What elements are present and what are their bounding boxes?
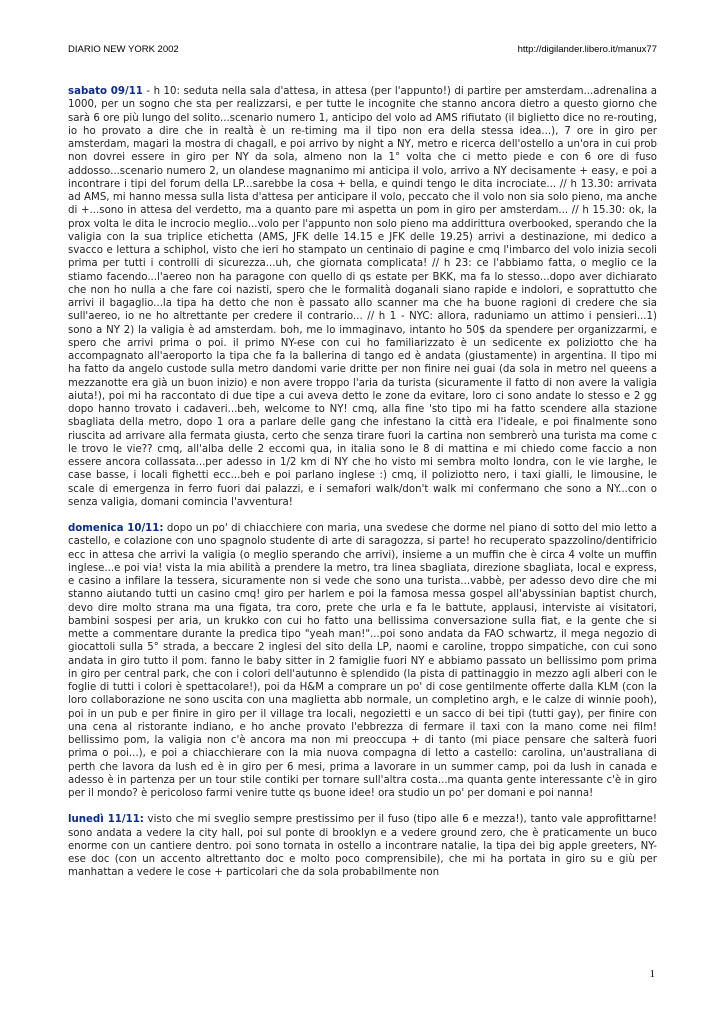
running-header-url: http://digilander.libero.it/manux77 [517,44,657,55]
entry-text: dopo un po' di chiacchiere con maria, una svedese che dorme nel piano di sotto del mio letto a castello, e colazione con uno spagnolo studente di arte di saragozza, si parte! ho recuperato spazzolino/dentifricio ecc in attesa che arrivi la valigia (o meglio sperando che arrivi), insieme a un muffin che è circa 4 volte un muffin inglese...e poi via! vista la mia abilità a prendere la metro, tra linea sbagliata, direzione sbagliata, local e express, e casino a infilare la tessera, sicuramente non si vede che sono una turista...vabbè, per adesso devo dire che mi stanno aiutando tutti un casino cmq! giro per harlem e poi la famosa messa gospel all'abyssinian baptist church, devo dire molto strana ma una figata, tra coro, prete che urla e fa le battute, applausi, interviste ai visitatori, bambini sospesi per aria, un krukko con cui ho fatto una bellissima conversazione sulla fiat, e la gente che si mette a commentare durante la predica tipo "yeah man!"...poi sono andata da FAO schwartz, il mega negozio di giocattoli sulla 5° strada, a beccare 2 inglesi del sito della LP, naomi e caroline, troppo simpatiche, con cui sono andata in giro tutto il pom. fanno le baby sitter in 2 famiglie fuori NY e abbiamo passato un bellissimo pom prima in giro per central park, che con i colori dell'autunno è splendido (la pista di pattinaggio in mezzo agli alberi con le foglie di tutti i colori è spettacolare!), poi da H&M a comprare un po' di cose gentilmente offerte dalla KLM (con la loro collaborazione ne sono uscita con una maglietta abb normale, un completino argh, e le calze di winnie pooh), poi in un pub e per finire in giro per il village tra locali, negozietti e un sacco di bei tipi (tutti gay), per finire con una cena al ristorante indiano, e ho anche provato l'ebbrezza di fermare il taxi con la mano come nei film! bellissimo pom, la valigia non c'è ancora ma non mi preoccupa + di tanto (mi piace pensare che salterà fuori prima o poi...), e poi a chiacchierare con la mia nuova compagna di letto a castello: carolina, un'australiana di perth che lavora da lush ed è in giro per 6 mesi, prima a lavorare in un summer camp, poi da lush in canada e adesso è in partenza per un tour stile contiki per tornare sull'altra costa...ma quanta gente interessante c'è in giro per il mondo? è pericoloso farmi venire tutte qs buone idee! ora studio un po' per domani e poi nanna! [68,523,657,799]
entry-day-heading: lunedì 11/11: [68,814,144,826]
diary-entry-saturday [68,85,657,509]
page-number: 1 [649,968,655,980]
entry-day-heading: domenica 10/11: [68,523,164,534]
diary-entry-monday [68,813,657,879]
entry-text: visto che mi sveglio sempre prestissimo per il fuso (tipo alle 6 e mezza!), tanto vale approfittarne! sono andata a vedere la city hall, poi sul ponte di brooklyn e a vedere ground zero, che è praticamente un buco enorme con un cantiere dentro. poi sono tornata in ostello a incontrare natalie, la tipa dei big apple greeters, NY-ese doc (con un accento altrettanto doc e molto poco comprensibile), che mi ha portata in giro su e giù per manhattan a vedere le cose + particolari che da sola probabilmente non [68,814,658,879]
entry-day-heading: sabato 09/11 [68,86,143,97]
entry-text: - h 10: seduta nella sala d'attesa, in attesa (per l'appunto!) di partire per amsterdam...adrenalina a 1000, per un sogno che sta per realizzarsi, e per tutte le incognite che stanno ancora dietro a questo giorno che sarà 6 ore più lungo del solito...scenario numero 1, anticipo del volo ad AMS rifiutato (il biglietto dice no re-routing, io ho provato a dire che in realtà è un re-timing ma il tipo non era della stessa idea...), 7 ore in giro per amsterdam, magari la mostra di chagall, e poi arrivo by night a NY, metro e ricerca dell'ostello a un'ora in cui prob non dovrei essere in giro per NY da sola, almeno non la 1° volta che ci metto piede e con 6 ore di fuso addosso...scenario numero 2, un olandese magnanimo mi anticipa il volo, arrivo a NY decisamente + easy, e poi a incontrare i tipi del forum della LP...sarebbe la cosa + bella, e quindi tengo le dita incrociate... // h 13.30: arrivata ad AMS, mi hanno messa sulla lista d'attesa per anticipare il volo, peccato che il volo non sia solo pieno, ma anche di +...sono in attesa del verdetto, ma a quanto pare mi aspetta un pom in giro per amsterdam... // h 15.30: ok, la prox volta le dita le incrocio meglio...volo per l'appunto non solo pieno ma addirittura overbooked, sperando che la valigia con la sua triplice etichetta (AMS, JFK delle 14.15 e JFK delle 19.25) arrivi a destinazione, mi dedico a svacco e lettura a schiphol, visto che ieri ho stampato un centinaio di pagine e cmq l'imbarco del volo inizia secoli prima per tutti i controlli di sicurezza...uh, che giornata complicata! // h 23: ce l'abbiamo fatta, o meglio ce la stiamo facendo...l'aereo non ha paragone con quello di qs estate per BKK, ma fa lo stesso...dopo aver dichiarato che non ho nulla a che fare coi nazisti, spero che le formalità doganali siano rapide e indolori, e soprattutto che arrivi il bagaglio...la tipa ha detto che non è passato allo scanner ma che ha buone ragioni di credere che sia sull'aereo, io ne ho altrettante per credere il contrario... // h 1 - NYC: allora, raduniamo un attimo i pensieri...1) sono a NY 2) la valigia è ad amsterdam. boh, me lo immaginavo, intanto ho 50$ da spendere per organizzarmi, e spero che arrivi prima o poi. il primo NY-ese con cui ho familiarizzato è un sedicente ex poliziotto che ha accompagnato all'aeroporto la tipa che fa la ballerina di tango ed è andata (giustamente) in argentina. Il tipo mi ha fatto da angelo custode sulla metro dandomi varie dritte per non finire nei guai (da sola in metro nel queens a mezzanotte era già un buon inizio) e non avere troppo l'aria da turista (sicuramente il fatto di non avere la valigia aiuta!), poi mi ha raccontato di due tipe a cui aveva detto le zone da evitare, loro ci sono andate lo stesso e 2 gg dopo hanno trovato i cadaveri...beh, welcome to NY! cmq, alla fine 'sto tipo mi ha fatto scendere alla stazione sbagliata della metro, dopo 1 ora a parlare delle gang che infestano la città era l'ideale, e poi finalmente sono riuscita ad arrivare alla fermata giusta, certo che senza tirare fuori la cartina non sembrerò una turista ma come c le trovo le vie?? cmq, all'alba delle 2 eccomi qua, in italia sono le 8 di mattina e mi chiedo come faccio a non essere ancora collassata...per adesso in 1/2 km di NY che ho visto mi sembra molto londra, con le vie larghe, le case basse, i locali fighetti ecc...beh e poi parlano inglese :) cmq, il poliziotto nero, i taxi gialli, le limousine, le scale di emergenza in ferro fuori dai palazzi, e i semafori walk/don't walk mi confermano che sono a NY...con o senza valigia, domani comincia l'avventura! [68,86,657,508]
running-header-title: DIARIO NEW YORK 2002 [68,44,179,55]
diary-entry-sunday [68,522,657,800]
diary-body [68,85,657,893]
